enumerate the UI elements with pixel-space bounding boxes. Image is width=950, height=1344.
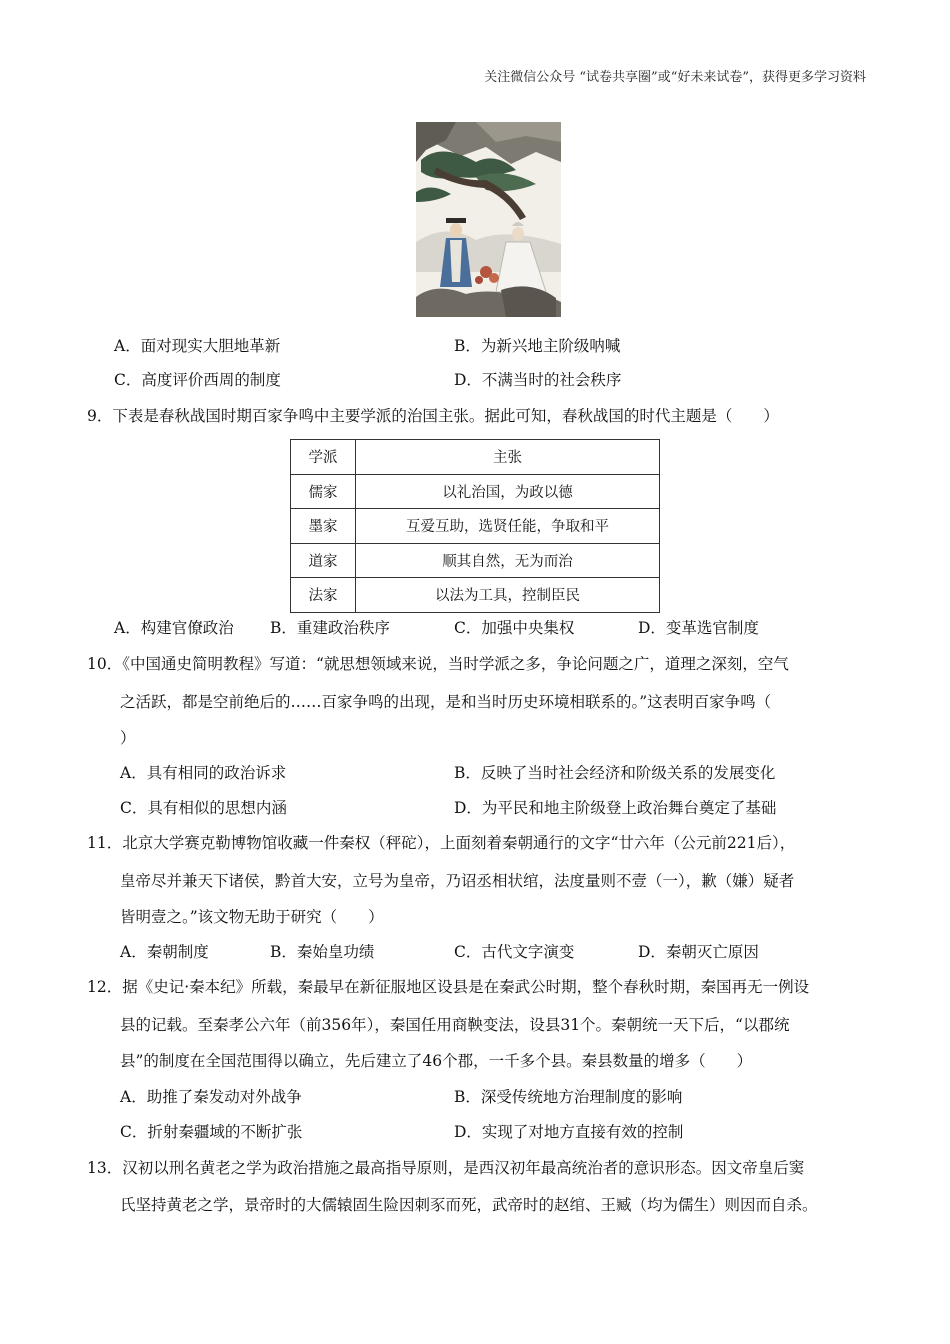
q13-stem-line2: 氏坚持黄老之学，景帝时的大儒辕固生险因刺豕而死，武帝时的赵绾、王臧（均为儒生）则因而自杀。 <box>120 1196 818 1214</box>
q12-stem-line3: 县”的制度在全国范围得以确立，先后建立了46个郡，一千多个县。秦县数量的增多（ ） <box>120 1052 753 1070</box>
q9-option-b: B．重建政治秩序 <box>270 619 390 637</box>
q12-option-b: B．深受传统地方治理制度的影响 <box>454 1088 683 1106</box>
q8-option-a: A．面对现实大胆地革新 <box>114 337 281 355</box>
q8-option-d: D．不满当时的社会秩序 <box>454 371 622 389</box>
q10-stem-line2: 之活跃，都是空前绝后的……百家争鸣的出现，是和当时历史环境相联系的。”这表明百家争鸣（ <box>120 693 772 711</box>
illustration-image <box>416 122 561 317</box>
table-cell-idea: 顺其自然，无为而治 <box>356 543 660 578</box>
table-cell-idea: 以礼治国，为政以德 <box>356 474 660 509</box>
table-cell-school: 法家 <box>291 578 356 613</box>
q11-option-b: B．秦始皇功绩 <box>270 943 375 961</box>
q11-stem-line1: 11．北京大学赛克勒博物馆收藏一件秦权（秤砣），上面刻着秦朝通行的文字“廿六年（公元前221后）， <box>87 834 796 852</box>
q10-stem-line3: ） <box>120 729 136 747</box>
sages-painting <box>416 122 561 317</box>
q12-option-d: D．实现了对地方直接有效的控制 <box>454 1123 684 1141</box>
table-cell-school: 儒家 <box>291 474 356 509</box>
q10-option-a: A．具有相同的政治诉求 <box>120 764 287 782</box>
q10-option-d: D．为平民和地主阶级登上政治舞台奠定了基础 <box>454 799 777 817</box>
table-row <box>291 474 660 509</box>
q11-option-c: C．古代文字演变 <box>454 943 575 961</box>
table-header-school: 学派 <box>291 440 356 475</box>
table-cell-idea: 互爱互助，选贤任能，争取和平 <box>356 509 660 544</box>
q11-stem-line3: 皆明壹之。”该文物无助于研究（ ） <box>120 908 384 926</box>
table-cell-idea: 以法为工具，控制臣民 <box>356 578 660 613</box>
q11-option-a: A．秦朝制度 <box>120 943 209 961</box>
header-note: 关注微信公众号 “试卷共享圈”或“好未来试卷”，获得更多学习资料 <box>484 70 866 85</box>
q9-stem: 9．下表是春秋战国时期百家争鸣中主要学派的治国主张。据此可知，春秋战国的时代主题是（ ） <box>87 407 779 425</box>
q10-stem-line1: 10．《中国通史简明教程》写道：“就思想领域来说，当时学派之多，争论问题之广，道理之深刻，空气 <box>87 655 789 673</box>
schools-table <box>290 439 660 613</box>
q9-option-a: A．构建官僚政治 <box>114 619 234 637</box>
q10-option-b: B．反映了当时社会经济和阶级关系的发展变化 <box>454 764 776 782</box>
table-row <box>291 509 660 544</box>
q13-stem-line1: 13．汉初以刑名黄老之学为政治措施之最高指导原则，是西汉初年最高统治者的意识形态。因文帝皇后窦 <box>87 1159 805 1177</box>
table-header-row <box>291 440 660 475</box>
q8-option-c: C．高度评价西周的制度 <box>114 371 281 389</box>
q10-option-c: C．具有相似的思想内涵 <box>120 799 287 817</box>
q11-option-d: D．秦朝灭亡原因 <box>638 943 759 961</box>
q8-option-b: B．为新兴地主阶级呐喊 <box>454 337 621 355</box>
q9-option-c: C．加强中央集权 <box>454 619 575 637</box>
table-cell-school: 道家 <box>291 543 356 578</box>
q12-stem-line2: 县的记载。至秦孝公六年（前356年），秦国任用商鞅变法，设县31个。秦朝统一天下后，“以郡统 <box>120 1016 790 1034</box>
q12-option-a: A．助推了秦发动对外战争 <box>120 1088 302 1106</box>
q11-stem-line2: 皇帝尽并兼天下诸侯，黔首大安，立号为皇帝，乃诏丞相状绾，法度量则不壹（一），歉（嫌）疑者 <box>120 872 795 890</box>
q12-stem-line1: 12．据《史记·秦本纪》所载，秦最早在新征服地区设县是在秦武公时期，整个春秋时期，秦国再无一例设 <box>87 978 810 996</box>
q9-option-d: D．变革选官制度 <box>638 619 759 637</box>
table-row <box>291 578 660 613</box>
table-cell-school: 墨家 <box>291 509 356 544</box>
table-row <box>291 543 660 578</box>
q12-option-c: C．折射秦疆域的不断扩张 <box>120 1123 303 1141</box>
table-header-idea: 主张 <box>356 440 660 475</box>
